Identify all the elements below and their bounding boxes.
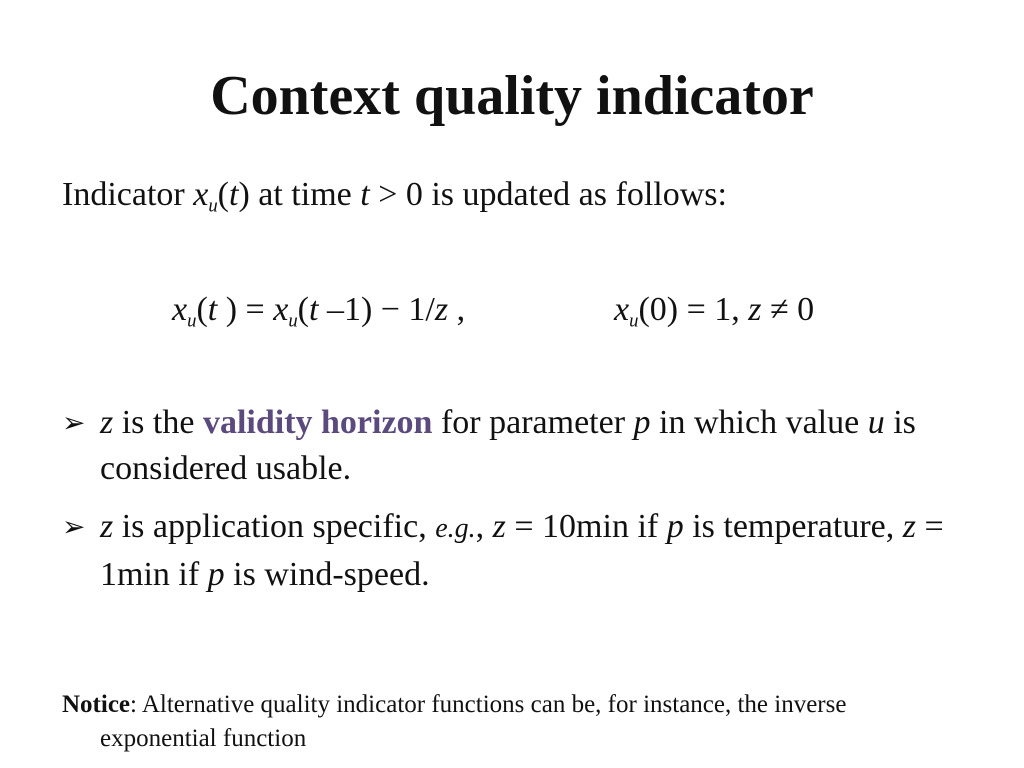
bullet-eg: e.g. [435, 513, 476, 544]
bullet-text: is temperature, [683, 508, 903, 545]
var-t-2: t [360, 176, 370, 213]
intro-middle: at time [249, 176, 361, 213]
formula-x: x [172, 291, 188, 328]
bullet-text: = 1min if [100, 508, 944, 593]
formula-minus: –1) − 1/ [318, 291, 435, 328]
bullet-validity-horizon [62, 400, 982, 492]
init-neq: ≠ 0 [761, 291, 815, 328]
bullet-p: p [666, 508, 684, 545]
formula-paren-2: ( [297, 291, 309, 328]
var-t: t [228, 176, 239, 213]
formula-x-2: x [273, 291, 289, 328]
notice-text-continued: exponential function [100, 725, 307, 752]
formula-sub-u: u [187, 310, 197, 332]
formula-t-2: t [308, 291, 319, 328]
sub-u: u [208, 195, 218, 217]
bullet-text: is considered usable. [100, 404, 916, 487]
bullet-z: z [902, 508, 916, 545]
formula-t: t [207, 291, 218, 328]
init-mid: (0) = 1, [638, 291, 749, 328]
formula-sub-u-2: u [288, 310, 298, 332]
paren-open: ( [217, 176, 229, 213]
notice-text: : Alternative quality indicator functions can be, for instance, the inverse [130, 691, 847, 718]
formula-initial-condition [614, 288, 814, 344]
validity-horizon-term: validity horizon [202, 404, 433, 441]
bullet-text: , [475, 508, 493, 545]
intro-prefix: Indicator [62, 176, 194, 213]
bullet-text: is application specific, [113, 508, 436, 545]
formula-paren: ( [196, 291, 208, 328]
bullet-text: = 10min if [505, 508, 667, 545]
bullet-z: z [100, 404, 114, 441]
arrow-bullet-icon: ➢ [62, 510, 86, 543]
intro-suffix: > 0 is updated as follows: [369, 176, 727, 213]
intro-text [62, 174, 982, 228]
bullet-text: for parameter [432, 404, 634, 441]
arrow-bullet-icon: ➢ [62, 406, 86, 439]
formula-comma: , [448, 291, 466, 328]
formula-update-rule [172, 288, 465, 344]
paren-close: ) [238, 176, 250, 213]
bullet-p: p [633, 404, 651, 441]
bullet-text: is the [113, 404, 203, 441]
bullet-z: z [492, 508, 506, 545]
bullet-z: z [100, 508, 114, 545]
formula-equals: ) = [217, 291, 274, 328]
bullet-text: in which value [650, 404, 868, 441]
init-x: x [614, 291, 630, 328]
bullet-list [62, 400, 982, 610]
notice-label: Notice [62, 691, 131, 718]
init-z: z [748, 291, 762, 328]
bullet-application-specific [62, 504, 982, 598]
bullet-u: u [867, 404, 885, 441]
bullet-text: is wind-speed. [224, 556, 430, 593]
formula-z: z [434, 291, 449, 328]
init-sub-u: u [629, 310, 639, 332]
notice-footnote [62, 688, 962, 756]
slide-title: Context quality indicator [210, 65, 814, 127]
var-x: x [193, 176, 209, 213]
bullet-p: p [207, 556, 225, 593]
